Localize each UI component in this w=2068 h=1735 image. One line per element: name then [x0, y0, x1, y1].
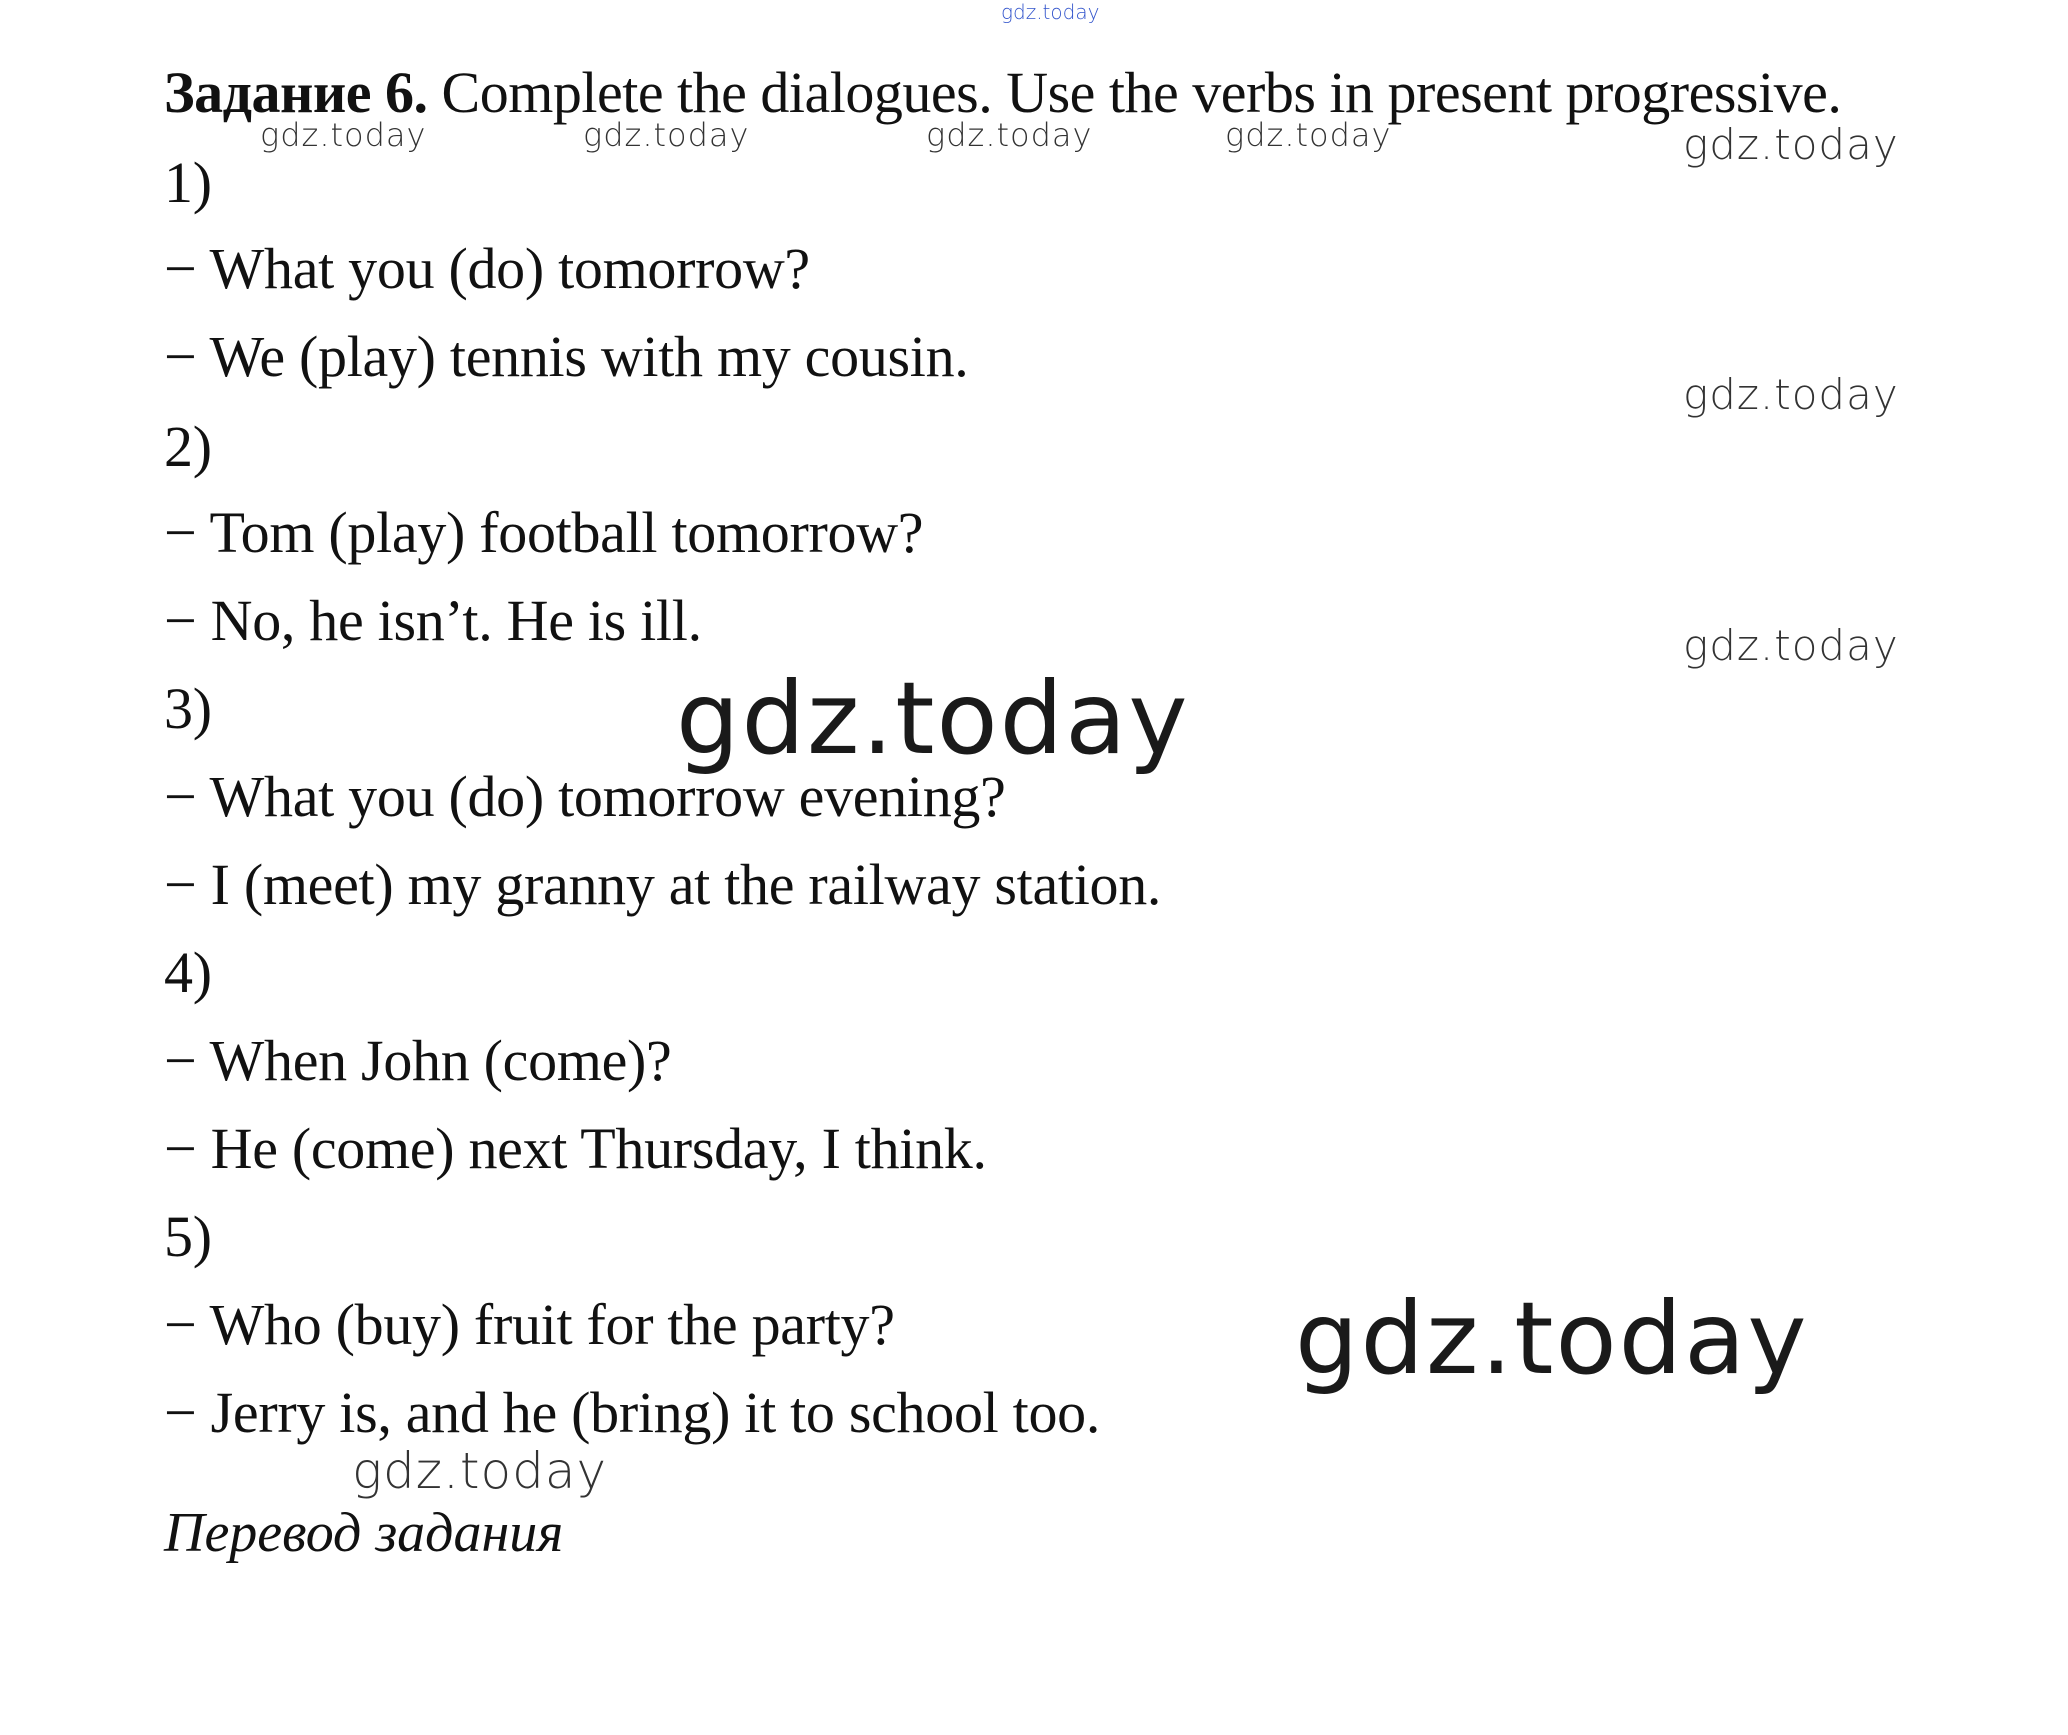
watermark: gdz.today [926, 116, 1093, 154]
watermark: gdz.today [1683, 120, 1899, 169]
dialogue-line: − We (play) tennis with my cousin. [164, 324, 969, 389]
dialogue-line: − What you (do) tomorrow evening? [164, 764, 1006, 829]
dialogue-line: − What you (do) tomorrow? [164, 236, 810, 301]
dialogue-line: − Who (buy) fruit for the party? [164, 1292, 895, 1357]
dialogue-line: − Tom (play) football tomorrow? [164, 500, 924, 565]
watermark-large: gdz.today [676, 660, 1190, 777]
dialogue-line: − When John (come)? [164, 1028, 672, 1093]
watermark-large: gdz.today [1295, 1280, 1809, 1397]
dialogue-number: 1) [164, 150, 212, 215]
watermark: gdz.today [352, 1442, 608, 1500]
task-instruction: Complete the dialogues. Use the verbs in present progressive. [441, 60, 1842, 125]
watermark: gdz.today [260, 116, 427, 154]
dialogue-number: 3) [164, 676, 212, 741]
dialogue-number: 4) [164, 940, 212, 1005]
dialogue-number: 5) [164, 1204, 212, 1269]
dialogue-number: 2) [164, 414, 212, 479]
watermark: gdz.today [1683, 621, 1899, 670]
translation-link[interactable]: Перевод задания [164, 1502, 564, 1564]
dialogue-line: − No, he isn’t. He is ill. [164, 588, 702, 653]
dialogue-line: − I (meet) my granny at the railway station. [164, 852, 1162, 917]
watermark: gdz.today [1225, 116, 1392, 154]
watermark-top: gdz.today [1001, 0, 1100, 24]
dialogue-line: − He (come) next Thursday, I think. [164, 1116, 987, 1181]
watermark: gdz.today [1683, 370, 1899, 419]
watermark: gdz.today [583, 116, 750, 154]
dialogue-line: − Jerry is, and he (bring) it to school too. [164, 1380, 1101, 1445]
task-label: Задание 6. [164, 60, 428, 125]
